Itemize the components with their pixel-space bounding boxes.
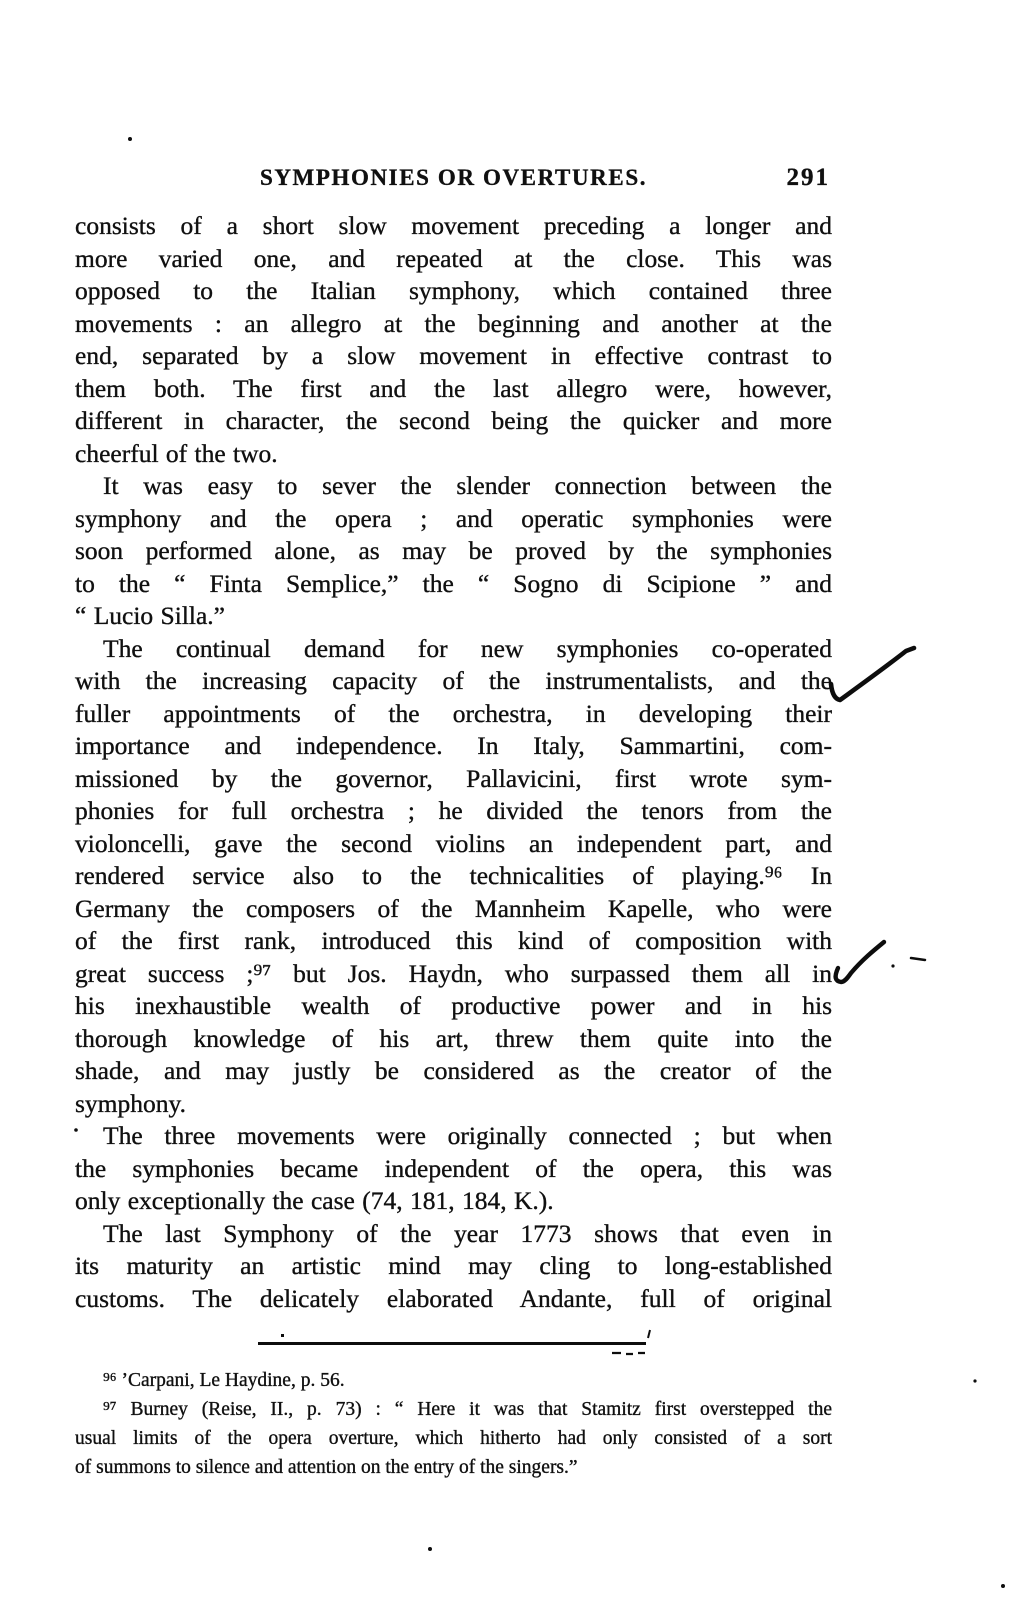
scan-speck bbox=[612, 1353, 645, 1354]
footnote-line: usual limits of the opera overture, which hitherto had only consisted of a sort bbox=[75, 1428, 832, 1449]
body-text bbox=[75, 210, 832, 1315]
paragraph bbox=[75, 633, 832, 1121]
text-line: violoncelli, gave the second violins an independent part, and bbox=[75, 828, 832, 858]
text-line: consists of a short slow movement preceding a longer and bbox=[75, 211, 832, 240]
text-line: symphony. bbox=[75, 1088, 186, 1118]
text-line: thorough knowledge of his art, threw them quite into the bbox=[75, 1023, 832, 1053]
scan-speck bbox=[428, 1547, 432, 1551]
text-line: its maturity an artistic mind may cling to long-established bbox=[75, 1251, 832, 1280]
paragraph bbox=[75, 1395, 832, 1482]
text-line: cheerful of the two. bbox=[75, 438, 278, 468]
paragraph bbox=[75, 210, 832, 470]
text-line: importance and independence. In Italy, Sammartini, com- bbox=[75, 731, 832, 760]
scan-speck bbox=[891, 964, 894, 967]
text-line: The last Symphony of the year 1773 shows that even in bbox=[103, 1218, 832, 1248]
running-title: SYMPHONIES OR OVERTURES. bbox=[259, 165, 648, 190]
text-line: Germany the composers of the Mannheim Kapelle, who were bbox=[75, 893, 832, 923]
footnote-line: of summons to silence and attention on the entry of the singers.” bbox=[75, 1457, 578, 1478]
text-line: them both. The first and the last allegro were, however, bbox=[75, 373, 832, 403]
margin-checkmark-icon bbox=[831, 648, 914, 700]
text-line: end, separated by a slow movement in effective contrast to bbox=[75, 341, 832, 370]
scan-speck bbox=[281, 1334, 284, 1337]
paragraph bbox=[75, 1366, 832, 1395]
text-line: different in character, the second being the quicker and more bbox=[75, 406, 832, 435]
scan-speck bbox=[1001, 1584, 1005, 1588]
page-number: 291 bbox=[786, 164, 830, 191]
footnote-line: ⁹⁶ ’Carpani, Le Haydine, p. 56. bbox=[103, 1370, 345, 1391]
text-line: phonies for full orchestra ; he divided the tenors from the bbox=[75, 796, 832, 825]
text-line: missioned by the governor, Pallavicini, first wrote sym- bbox=[75, 763, 832, 793]
text-line: movements : an allegro at the beginning and another at the bbox=[75, 308, 832, 338]
text-line: The three movements were originally connected ; but when bbox=[103, 1121, 832, 1150]
text-line: shade, and may justly be considered as the creator of the bbox=[75, 1056, 832, 1085]
text-line: “ Lucio Silla.” bbox=[75, 601, 225, 630]
text-line: soon performed alone, as may be proved by the symphonies bbox=[75, 536, 832, 565]
footnotes bbox=[75, 1366, 832, 1482]
footnote-line: ⁹⁷ Burney (Reise, II., p. 73) : “ Here it was that Stamitz first overstepped the bbox=[103, 1399, 832, 1420]
text-line: opposed to the Italian symphony, which contained three bbox=[75, 276, 832, 305]
text-line: customs. The delicately elaborated Andante, full of original bbox=[75, 1283, 832, 1313]
text-line: symphony and the opera ; and operatic symphonies were bbox=[75, 503, 832, 533]
text-line: only exceptionally the case (74, 181, 184, K.). bbox=[75, 1186, 554, 1215]
footnote-separator-rule bbox=[258, 1342, 646, 1345]
page-header bbox=[75, 163, 832, 193]
scan-speck bbox=[648, 1330, 650, 1338]
text-line: fuller appointments of the orchestra, in developing their bbox=[75, 698, 832, 728]
margin-checkmark-icon bbox=[836, 942, 884, 982]
text-line: more varied one, and repeated at the close. This was bbox=[75, 243, 832, 273]
text-line: rendered service also to the technicalities of playing.⁹⁶ In bbox=[75, 861, 832, 890]
text-line: his inexhaustible wealth of productive power and in his bbox=[75, 991, 832, 1020]
text-line: the symphonies became independent of the opera, this was bbox=[75, 1153, 832, 1183]
text-line: of the first rank, introduced this kind of composition with bbox=[75, 926, 832, 955]
text-line: to the “ Finta Semplice,” the “ Sogno di Scipione ” and bbox=[75, 568, 832, 598]
paragraph bbox=[75, 1218, 832, 1316]
paragraph bbox=[75, 1120, 832, 1218]
pencil-dash-mark bbox=[911, 958, 925, 960]
paragraph bbox=[75, 470, 832, 633]
text-line: The continual demand for new symphonies co-operated bbox=[103, 633, 832, 663]
text-line: great success ;⁹⁷ but Jos. Haydn, who surpassed them all in bbox=[75, 958, 832, 988]
scan-speck bbox=[128, 137, 132, 141]
text-line: with the increasing capacity of the instrumentalists, and the bbox=[75, 666, 832, 695]
text-line: It was easy to sever the slender connection between the bbox=[103, 471, 832, 500]
scan-speck bbox=[973, 1379, 976, 1382]
